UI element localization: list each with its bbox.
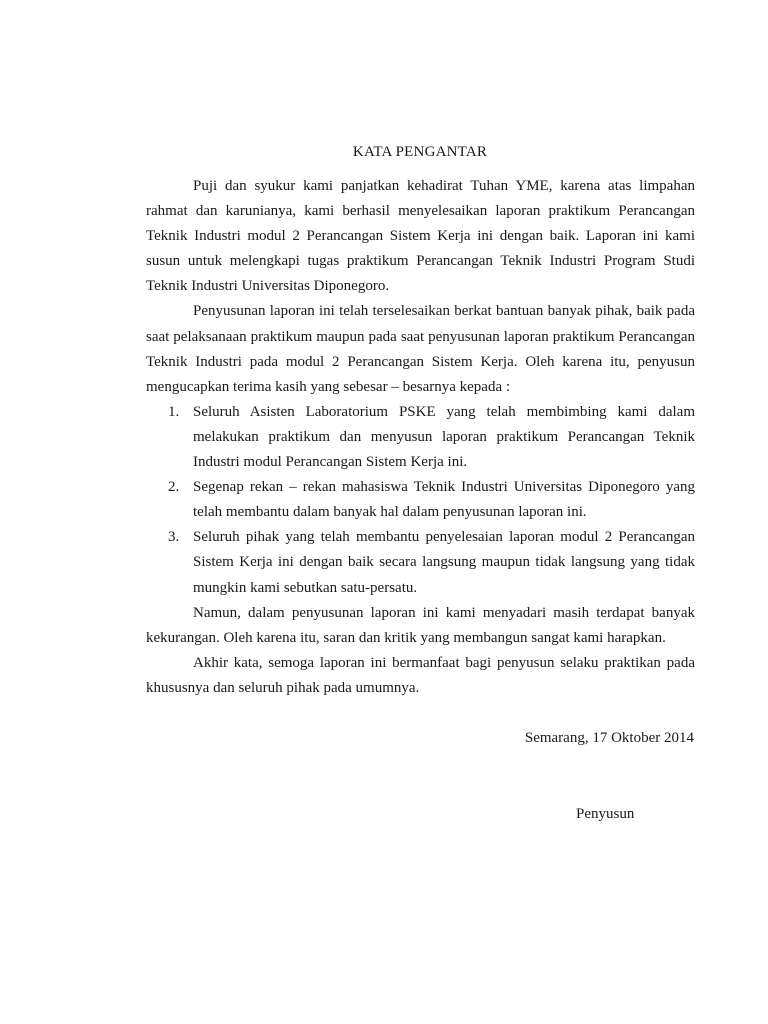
- list-item: [146, 475, 695, 525]
- list-item: [146, 400, 695, 475]
- paragraph-opening: Puji dan syukur kami panjatkan kehadirat Tuhan YME, karena atas limpahan rahmat dan karunianya, kami berhasil menyelesaikan laporan praktikum Perancangan Teknik Industri modul 2 Perancangan Sistem Kerja ini dengan baik. Laporan ini kami susun untuk melengkapi tugas praktikum Perancangan Teknik Industri Program Studi Teknik Industri Universitas Diponegoro.: [146, 178, 695, 295]
- document-title: KATA PENGANTAR: [352, 144, 488, 160]
- list-item-number: 2.: [168, 479, 180, 496]
- thanks-list: [146, 400, 695, 601]
- list-item: [146, 525, 695, 600]
- list-item-text: Seluruh pihak yang telah membantu penyelesaian laporan modul 2 Perancangan Sistem Kerja ini dengan baik secara langsung maupun tidak langsung yang tidak mungkin kami sebutkan satu-persatu.: [193, 529, 695, 596]
- signature-label: Penyusun: [576, 806, 635, 822]
- list-item-text: Seluruh Asisten Laboratorium PSKE yang telah membimbing kami dalam melakukan praktikum dan menyusun laporan praktikum Perancangan Teknik Industri modul Perancangan Sistem Kerja ini.: [193, 403, 695, 471]
- paragraph-shortcomings: Namun, dalam penyusunan laporan ini kami menyadari masih terdapat banyak kekurangan. Oleh karena itu, saran dan kritik yang membangun sangat kami harapkan.: [146, 604, 695, 646]
- list-item-number: 3.: [168, 529, 180, 546]
- place-date: Semarang, 17 Oktober 2014: [524, 730, 694, 746]
- document-body: [146, 174, 695, 701]
- paragraph-acknowledgement: Penyusunan laporan ini telah terselesaikan berkat bantuan banyak pihak, baik pada saat pelaksanaan praktikum maupun pada saat penyusunan laporan praktikum Perancangan Teknik Industri pada modul 2 Perancangan Sistem Kerja. Oleh karena itu, penyusun mengucapkan terima kasih yang sebesar – besarnya kepada :: [146, 303, 695, 395]
- list-item-number: 1.: [168, 403, 180, 420]
- list-item-text: Segenap rekan – rekan mahasiswa Teknik Industri Universitas Diponegoro yang telah membantu dalam banyak hal dalam penyusunan laporan ini.: [193, 479, 695, 521]
- paragraph-closing: Akhir kata, semoga laporan ini bermanfaat bagi penyusun selaku praktikan pada khususnya dan seluruh pihak pada umumnya.: [146, 654, 695, 696]
